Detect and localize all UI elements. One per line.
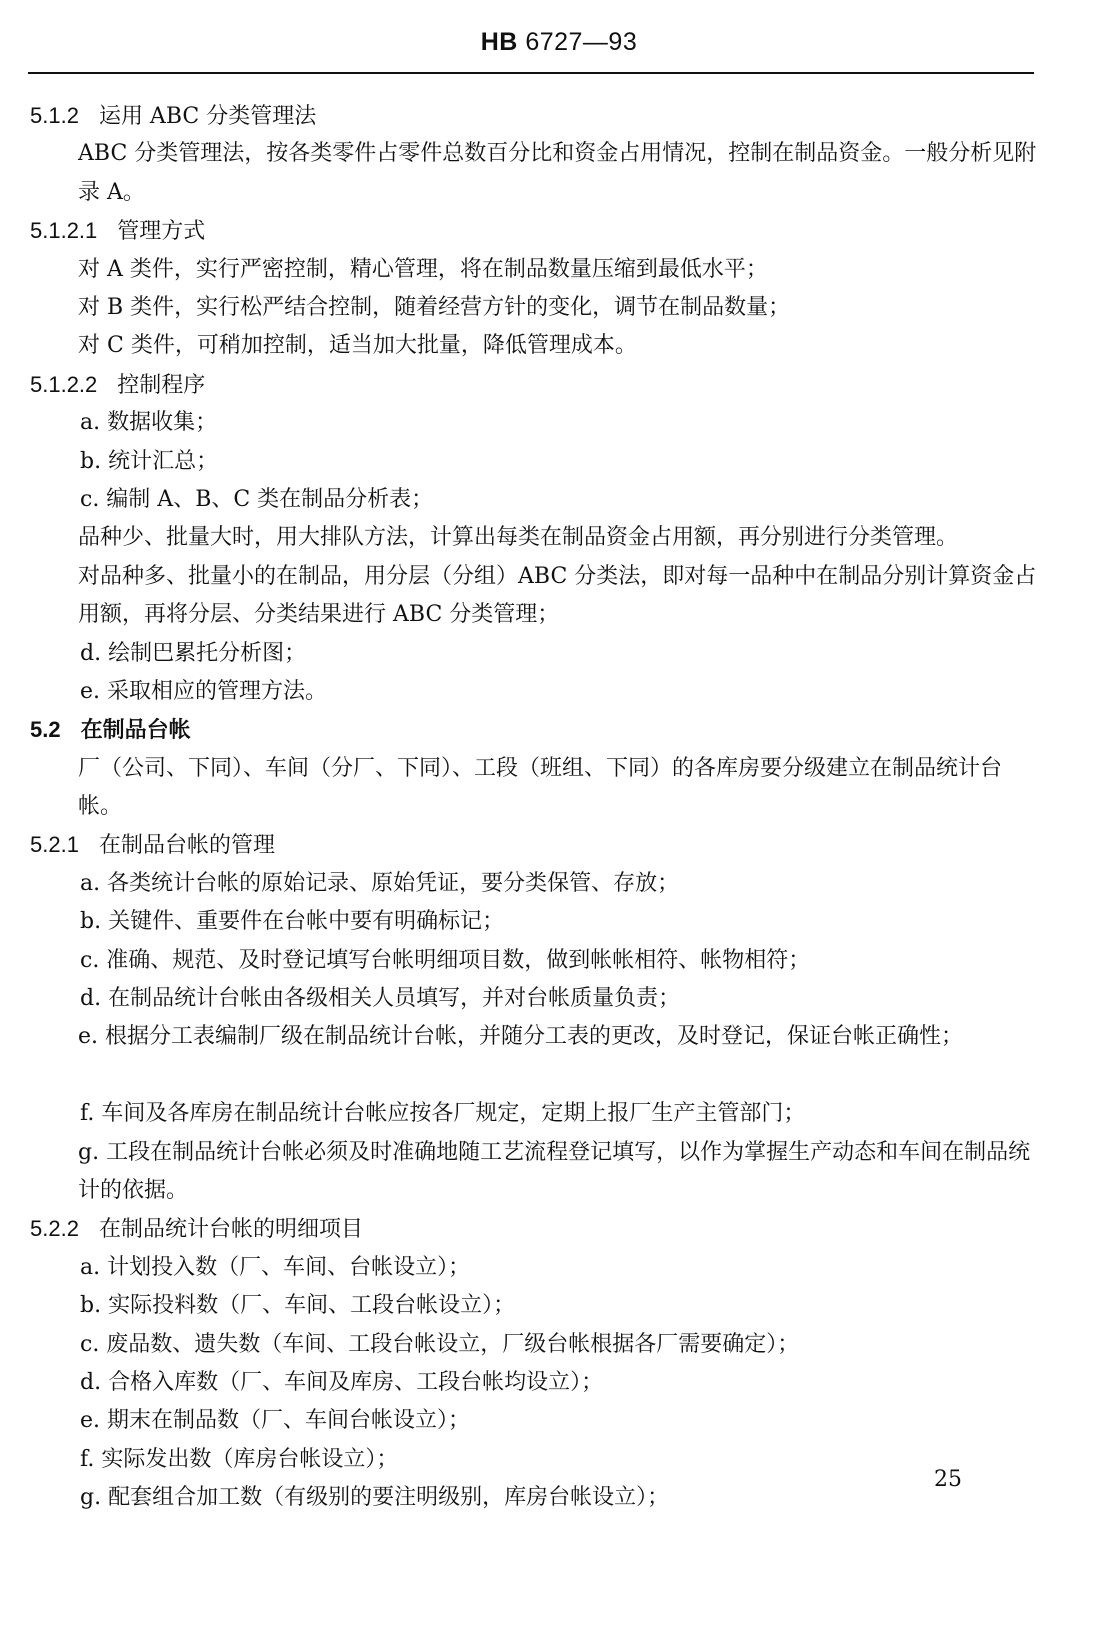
- document-body: [30, 97, 1040, 1518]
- section-heading: 5.1.2.2 控制程序: [30, 371, 206, 398]
- section-heading: 5.2 在制品台帐: [30, 717, 191, 744]
- list-item: d. 合格入库数（厂、车间及库房、工段台帐均设立）；: [80, 1369, 604, 1395]
- list-item: e. 采取相应的管理方法。: [80, 678, 328, 704]
- list-item: c. 废品数、遗失数（车间、工段台帐设立，厂级台帐根据各厂需要确定）；: [80, 1331, 800, 1357]
- list-item: g. 工段在制品统计台帐必须及时准确地随工艺流程登记填写，以作为掌握生产动态和车间在制品统计的依据。: [78, 1139, 1031, 1204]
- document-header: [0, 28, 1118, 57]
- list-item: b. 实际投料数（厂、车间、工段台帐设立）；: [80, 1293, 516, 1319]
- page-number: 25: [934, 1467, 962, 1492]
- list-item: g. 配套组合加工数（有级别的要注明级别，库房台帐设立）；: [80, 1485, 670, 1511]
- list-item: f. 车间及各库房在制品统计台帐应按各厂规定，定期上报厂生产主管部门；: [80, 1101, 806, 1127]
- list-item: b. 统计汇总；: [80, 448, 219, 474]
- paragraph: 厂（公司、下同）、车间（分厂、下同）、工段（班组、下同）的各库房要分级建立在制品统计台帐。: [78, 755, 1003, 820]
- paragraph: 对 A 类件，实行严密控制，精心管理，将在制品数量压缩到最低水平；: [78, 256, 768, 282]
- list-item: f. 实际发出数（库房台帐设立）；: [80, 1446, 399, 1472]
- standard-number: 6727—93: [525, 28, 638, 56]
- list-item: c. 准确、规范、及时登记填写台帐明细项目数，做到帐帐相符、帐物相符；: [80, 947, 811, 973]
- paragraph: 对 C 类件，可稍加控制，适当加大批量，降低管理成本。: [78, 333, 637, 359]
- paragraph: 品种少、批量大时，用大排队方法，计算出每类在制品资金占用额，再分别进行分类管理。: [78, 525, 959, 551]
- list-item: a. 各类统计台帐的原始记录、原始凭证，要分类保管、存放；: [80, 870, 680, 896]
- standard-code: HB: [480, 28, 518, 56]
- list-item: c. 编制 A、B、C 类在制品分析表；: [80, 486, 434, 512]
- paragraph: ABC 分类管理法，按各类零件占零件总数百分比和资金占用情况，控制在制品资金。一般分析见附录 A。: [78, 141, 1037, 205]
- list-item: a. 数据收集；: [80, 410, 218, 436]
- section-heading: 5.2.1 在制品台帐的管理: [30, 832, 275, 859]
- list-item: e. 根据分工表编制厂级在制品统计台帐，并随分工表的更改，及时登记，保证台帐正确性；: [78, 1024, 964, 1050]
- list-item: d. 绘制巴累托分析图；: [80, 640, 307, 666]
- section-heading: 5.1.2 运用 ABC 分类管理法: [30, 103, 317, 129]
- header-rule: [28, 72, 1034, 74]
- list-item: a. 计划投入数（厂、车间、台帐设立）；: [80, 1254, 471, 1280]
- paragraph: 对 B 类件，实行松严结合控制，随着经营方针的变化，调节在制品数量；: [78, 294, 791, 320]
- list-item: e. 期末在制品数（厂、车间台帐设立）；: [80, 1408, 471, 1434]
- list-item: b. 关键件、重要件在台帐中要有明确标记；: [80, 909, 505, 935]
- list-item: d. 在制品统计台帐由各级相关人员填写，并对台帐质量负责；: [80, 986, 681, 1012]
- paragraph: 对品种多、批量小的在制品，用分层（分组）ABC 分类法，即对每一品种中在制品分别计算资金占用额，再将分层、分类结果进行 ABC 分类管理；: [78, 563, 1037, 628]
- section-heading: 5.1.2.1 管理方式: [30, 218, 206, 245]
- section-heading: 5.2.2 在制品统计台帐的明细项目: [30, 1216, 363, 1243]
